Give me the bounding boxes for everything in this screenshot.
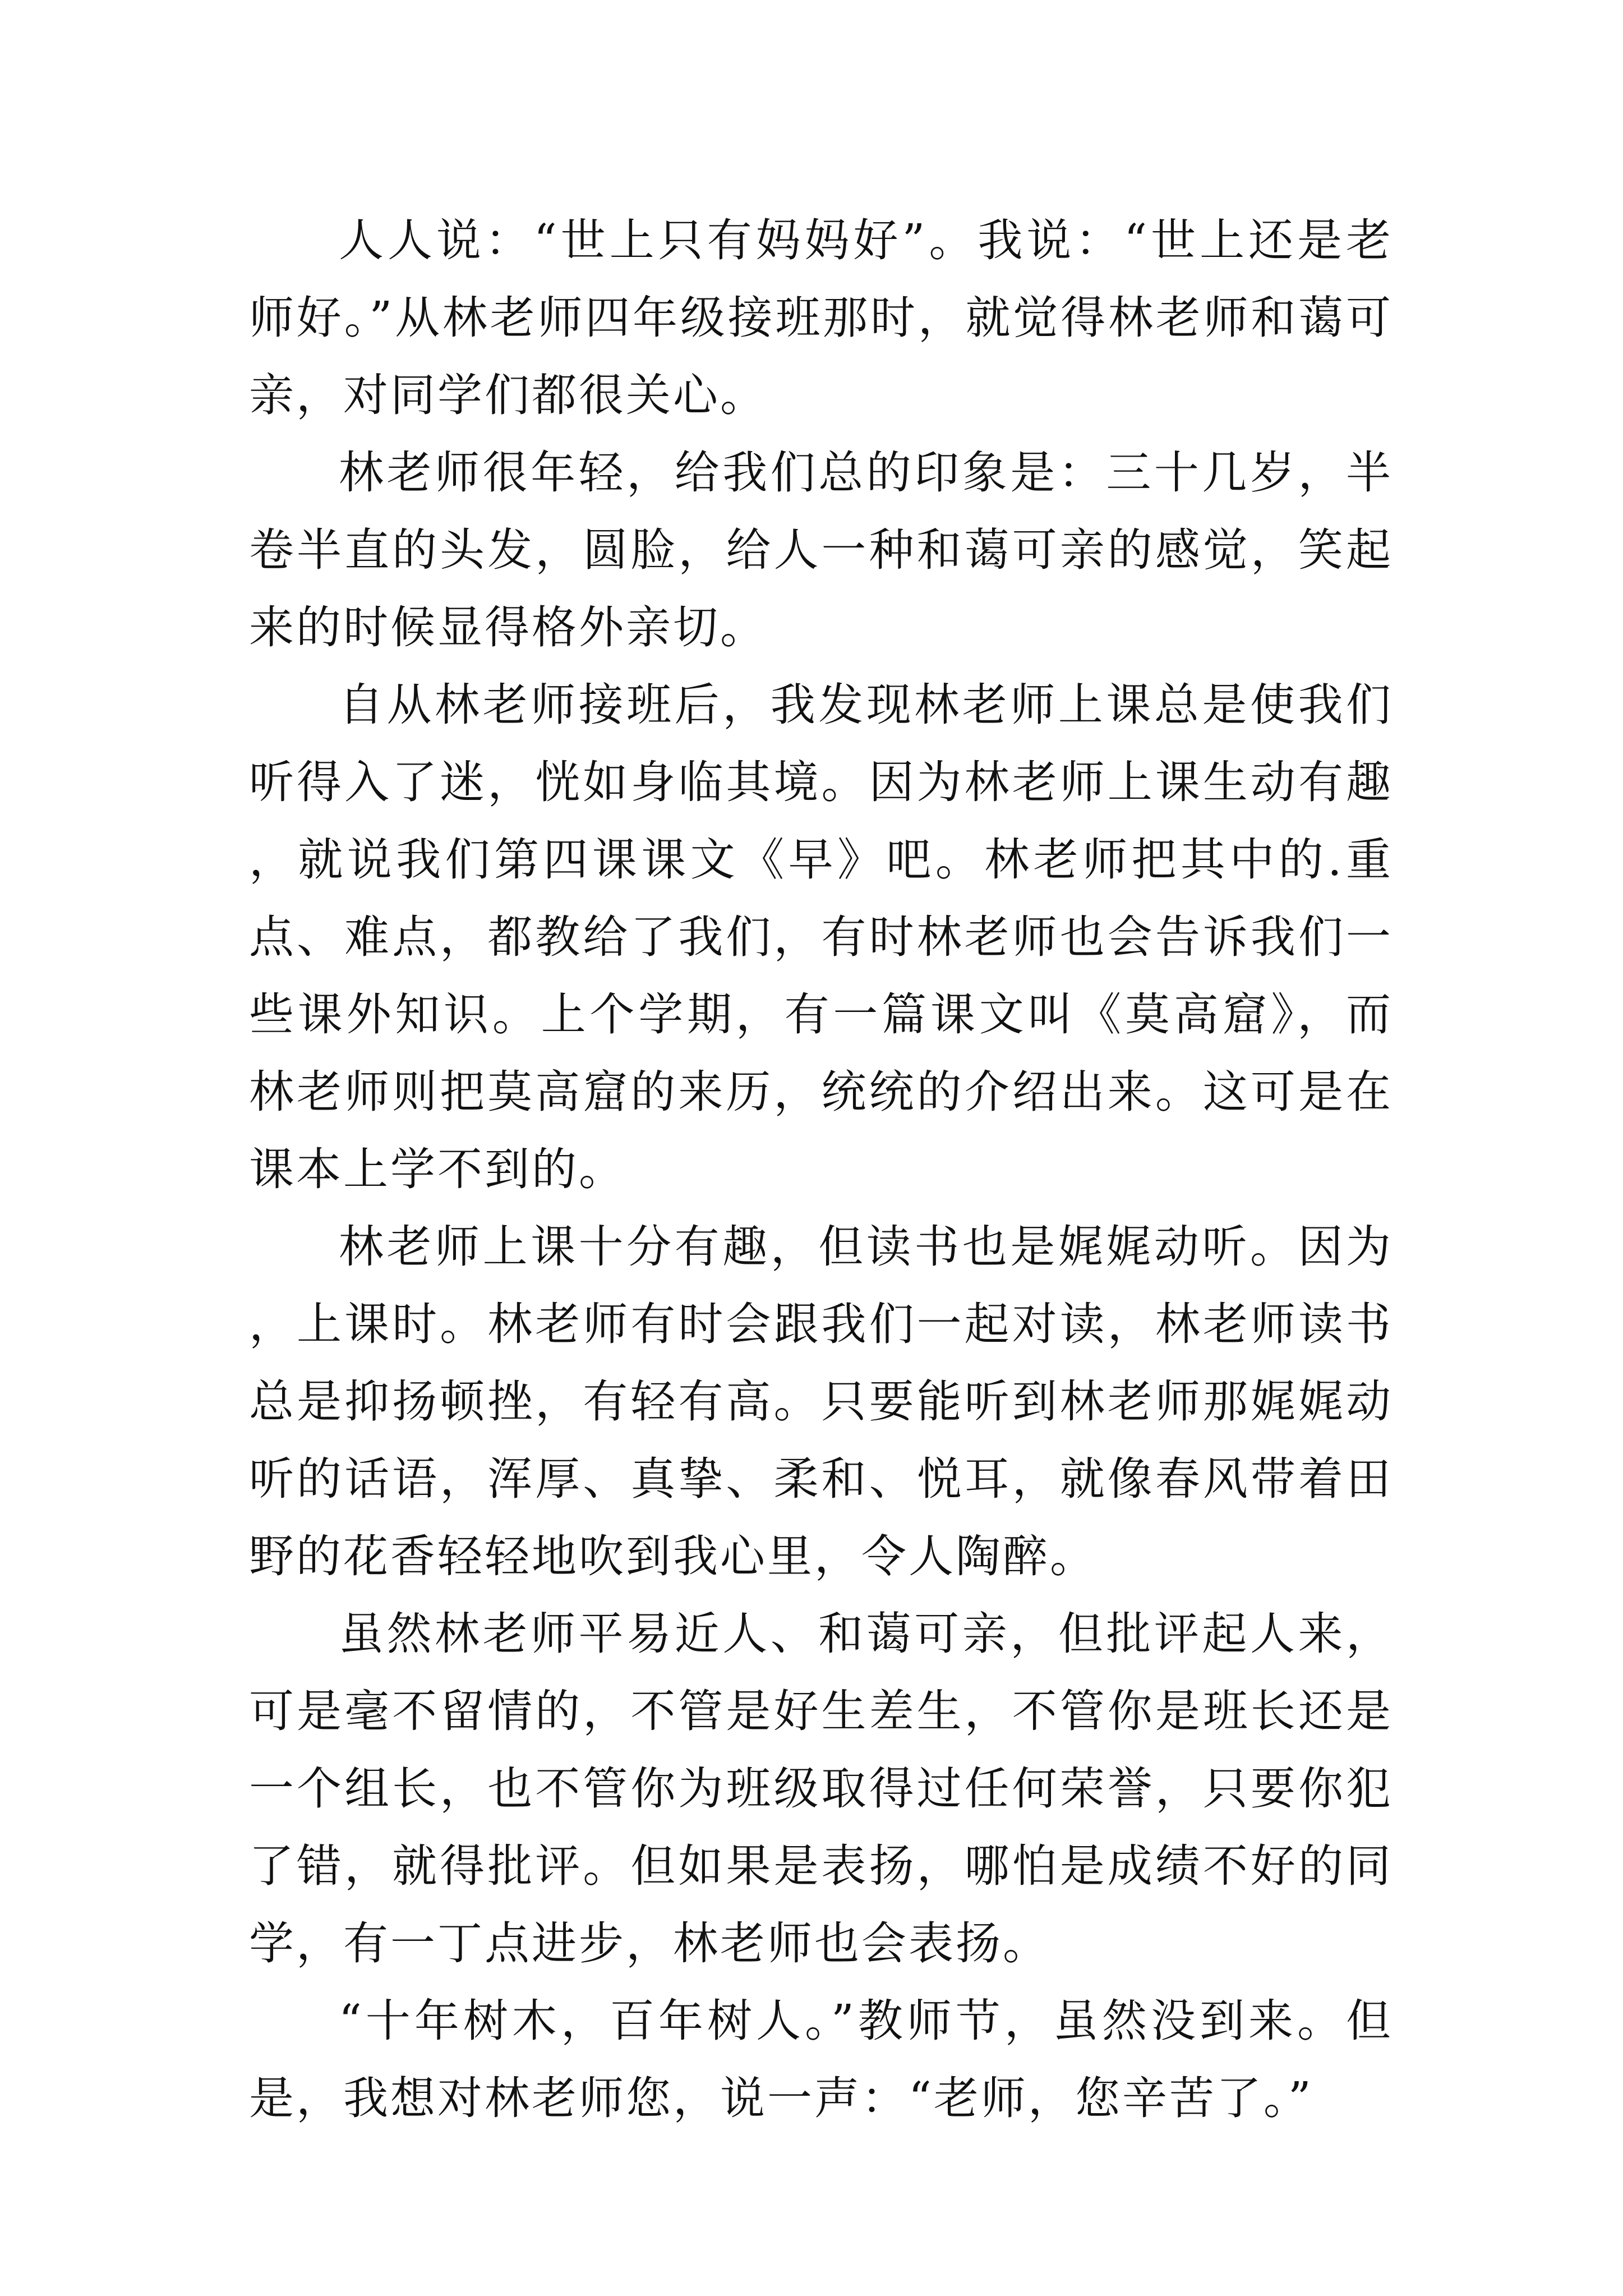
paragraph-5: 虽然林老师平易近人、和蔼可亲，但批评起人来，可是毫不留情的，不管是好生差生，不管你是班长还是一个组长，也不管你为班级取得过任何荣誉，只要你犯了错，就得批评。但如果是表扬，哪怕是成绩不好的同学，有一丁点进步，林老师也会表扬。 [249,1608,1393,1970]
essay-body [249,202,1393,2137]
paragraph-6: “十年树木，百年树人。”教师节，虽然没到来。但是，我想对林老师您，说一声：“老师，您辛苦了。” [249,1995,1393,2124]
paragraph-1: 人人说：“世上只有妈妈好”。我说：“世上还是老师好。”从林老师四年级接班那时，就觉得林老师和蔼可亲，对同学们都很关心。 [249,214,1393,421]
paragraph-3: 自从林老师接班后，我发现林老师上课总是使我们听得入了迷，恍如身临其境。因为林老师上课生动有趣，就说我们第四课课文《早》吧。林老师把其中的.重点、难点，都教给了我们，有时林老师也会告诉我们一些课外知识。上个学期，有一篇课文叫《莫高窟》，而林老师则把莫高窟的来历，统统的介绍出来。这可是在课本上学不到的。 [249,679,1393,1195]
paragraph-2: 林老师很年轻，给我们总的印象是：三十几岁，半卷半直的头发，圆脸，给人一种和蔼可亲的感觉，笑起来的时候显得格外亲切。 [249,447,1393,654]
paragraph-4: 林老师上课十分有趣，但读书也是娓娓动听。因为，上课时。林老师有时会跟我们一起对读，林老师读书总是抑扬顿挫，有轻有高。只要能听到林老师那娓娓动听的话语，浑厚、真挚、柔和、悦耳，就像春风带着田野的花香轻轻地吹到我心里，令人陶醉。 [249,1221,1393,1582]
